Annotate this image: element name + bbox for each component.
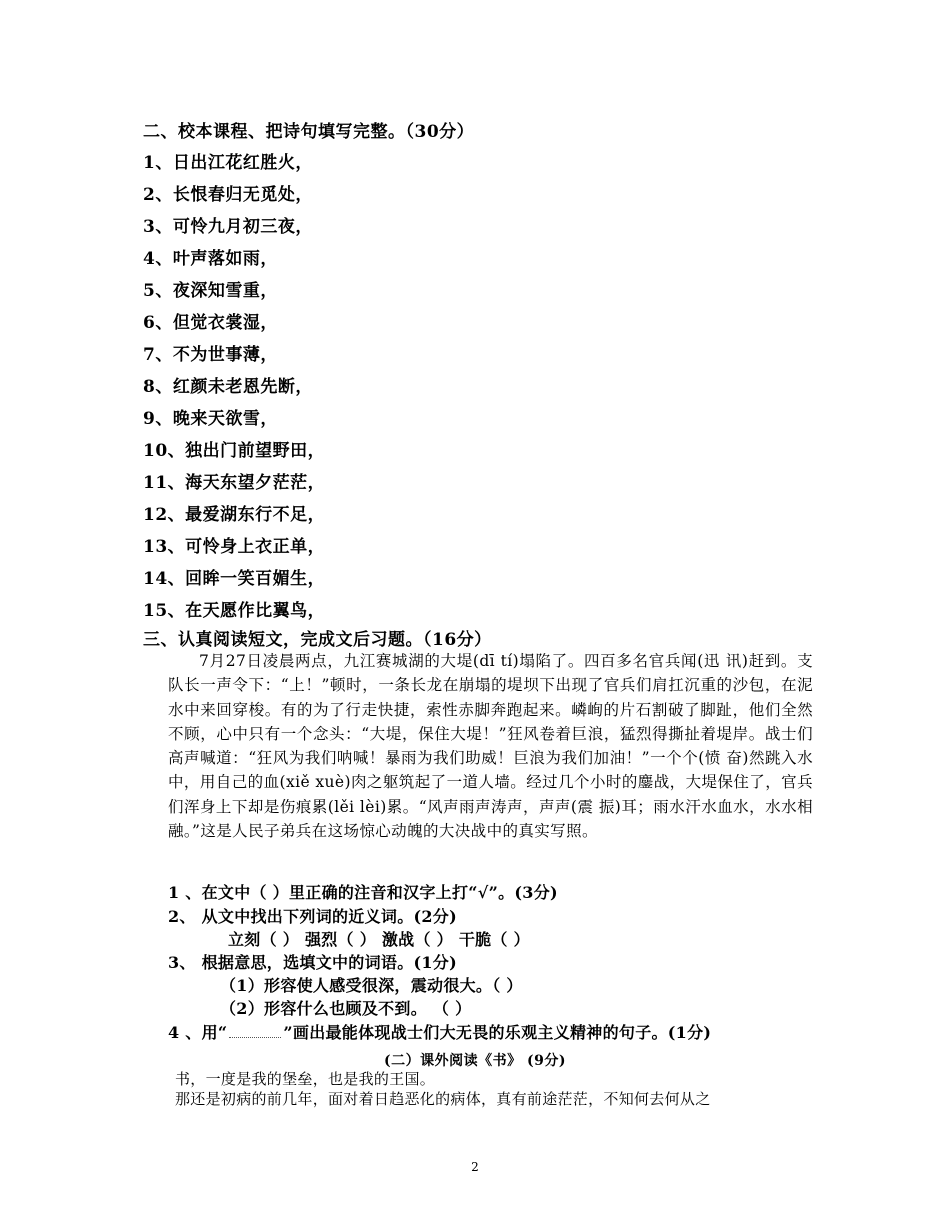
reading-passage: 7月27日凌晨两点，九江赛城湖的大堤(dī tí)塌陷了。四百多名官兵闻(迅 讯)赶到。支队长一声令下：“上！”顿时，一条长龙在崩塌的堤坝下出现了官兵们肩扛沉重的沙包，在泥水中来回穿梭。有的为了行走快捷，索性赤脚奔跑起来。嶙峋的片石割破了脚趾，他们全然不顾，心中只有一个念头：“大堤，保住大堤！”狂风卷着巨浪，猛烈得撕扯着堤岸。战士们高声喊道：“狂风为我们呐喊！暴雨为我们助威！巨浪为我们加油！”一个个(愤 奋)然跳入水中，用自己的血(xiě xuè)肉之躯筑起了一道人墙。经过几个小时的鏖战，大堤保住了，官兵们浑身上下却是伤痕累(lěi lèi)累。“风声雨声涛声，声声(震 振)耳；雨水汗水血水，水水相融。”这是人民子弟兵在这场惊心动魄的大决战中的真实写照。 — [168, 652, 813, 841]
section-2-title: 二、校本课程、把诗句填写完整。（30分） — [143, 122, 475, 142]
poem-line-12: 12、最爱湖东行不足， — [143, 505, 326, 525]
extra-reading-line-2: 那还是初病的前几年，面对着日趋恶化的病体，真有前途茫茫，不知何去何从之 — [175, 1090, 711, 1108]
question-1: 1 、在文中（ ）里正确的注音和汉字上打“√”。(3分) — [168, 883, 558, 902]
poem-line-14: 14、回眸一笑百媚生， — [143, 569, 326, 589]
poem-line-2: 2、长恨春归无觅处， — [143, 185, 313, 205]
question-3-a: （1）形容使人感受很深，震动很大。（ ） — [220, 976, 523, 995]
extra-reading-title: (二）课外阅读《书》 (9分) — [384, 1053, 566, 1069]
poem-line-11: 11、海天东望夕茫茫， — [143, 473, 326, 493]
poem-line-7: 7、不为世事薄， — [143, 345, 278, 365]
extra-reading-line-1: 书，一度是我的堡垒，也是我的王国。 — [175, 1070, 436, 1088]
poem-line-8: 8、红颜未老恩先断， — [143, 377, 313, 397]
section-3-title: 三、认真阅读短文，完成文后习题。（16分） — [143, 630, 492, 650]
page-number: 2 — [471, 1160, 479, 1174]
question-2-words: 立刻（ ） 强烈（ ） 激战（ ） 干脆（ ） — [228, 930, 530, 949]
poem-line-1: 1、日出江花红胜火， — [143, 153, 313, 173]
question-3: 3、 根据意思，选填文中的词语。(1分) — [168, 953, 457, 972]
question-2: 2、 从文中找出下列词的近义词。(2分) — [168, 907, 457, 926]
poem-line-15: 15、在天愿作比翼鸟， — [143, 601, 326, 621]
poem-line-3: 3、可怜九月初三夜， — [143, 217, 313, 237]
poem-line-5: 5、夜深知雪重， — [143, 281, 278, 301]
question-4 — [168, 1020, 711, 1043]
poem-line-4: 4、叶声落如雨， — [143, 249, 278, 269]
question-3-b: （2）形容什么也顾及不到。 （ ） — [220, 999, 472, 1018]
poem-line-10: 10、独出门前望野田， — [143, 441, 326, 461]
question-4-suffix: ”画出最能体现战士们大无畏的乐观主义精神的句子。(1分) — [283, 1023, 712, 1042]
poem-line-9: 9、晚来天欲雪， — [143, 409, 278, 429]
poem-line-13: 13、可怜身上衣正单， — [143, 537, 326, 557]
poem-line-6: 6、但觉衣裳湿， — [143, 313, 278, 333]
wavy-underline-sample — [229, 1027, 281, 1038]
question-4-prefix: 4 、用“ — [168, 1023, 228, 1042]
